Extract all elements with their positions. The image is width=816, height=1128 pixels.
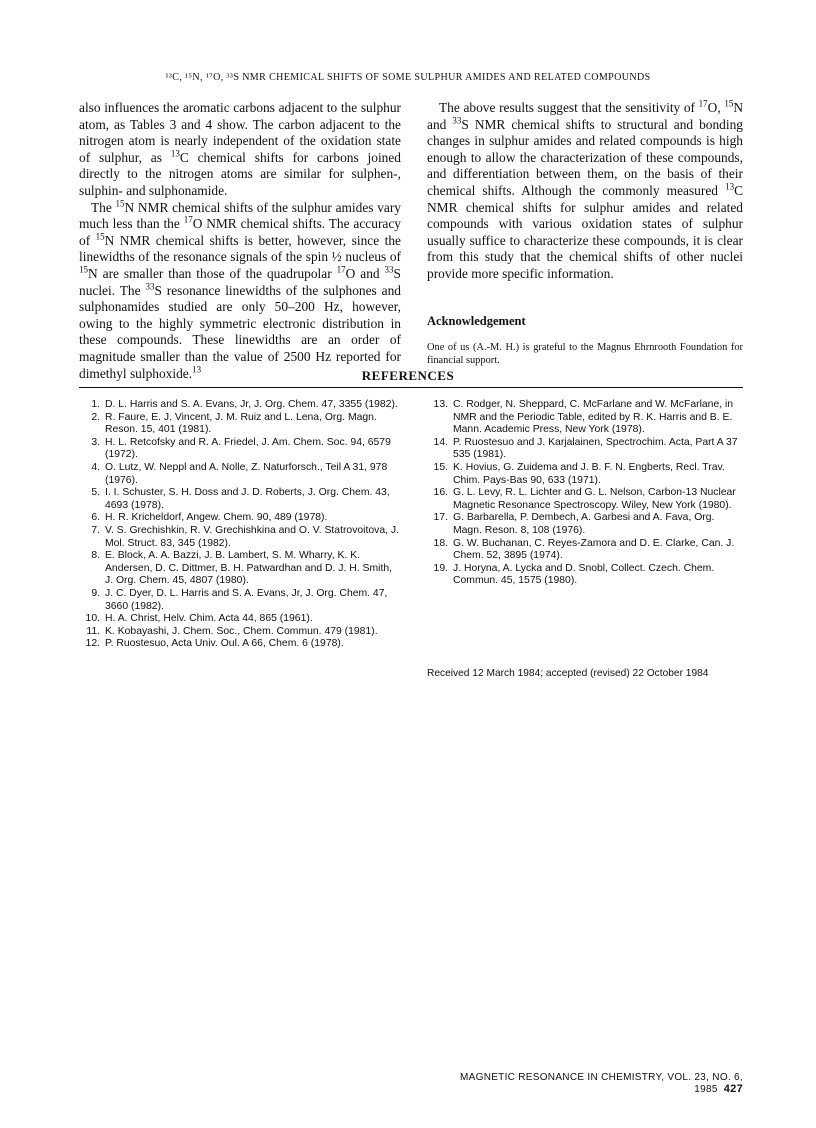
reference-item [79, 399, 401, 412]
isotope-superscript: 33 [145, 281, 155, 292]
page-footer [427, 1072, 743, 1095]
reference-text: K. Kobayashi, J. Chem. Soc., Chem. Commun. 479 (1981). [105, 625, 378, 637]
running-head: ¹³C, ¹⁵N, ¹⁷O, ³³S NMR CHEMICAL SHIFTS OF SOME SULPHUR AMIDES AND RELATED COMPOUNDS [165, 72, 651, 83]
reference-number: 13. [433, 399, 448, 410]
reference-text: G. Barbarella, P. Dembech, A. Garbesi and A. Fava, Org. Magn. Reson. 8, 108 (1976). [453, 512, 715, 536]
received-date: Received 12 March 1984; accepted (revised) 22 October 1984 [427, 668, 709, 679]
journal-citation: MAGNETIC RESONANCE IN CHEMISTRY, VOL. 23, NO. 6, 1985 [460, 1072, 743, 1095]
text-run: S NMR chemical shifts to structural and bonding changes in sulphur amides and related compounds is high enough to allow the characterization of these compounds, and differentiation between them, on the basis of their chemical shifts. Although the commonly measured [427, 116, 743, 198]
text-run: O, [707, 100, 725, 115]
reference-number: 17. [433, 512, 448, 524]
reference-text: J. C. Dyer, D. L. Harris and S. A. Evans, Jr, J. Org. Chem. 47, 3660 (1982). [105, 587, 388, 612]
reference-item [79, 487, 401, 512]
reference-text: P. Ruostesuo, Acta Univ. Oul. A 66, Chem. 6 (1978). [105, 638, 344, 650]
reference-number: 4. [91, 461, 100, 473]
reference-text: I. I. Schuster, S. H. Doss and J. D. Roberts, J. Org. Chem. 43, 4693 (1978). [105, 487, 390, 511]
isotope-superscript: 15 [115, 198, 125, 209]
reference-item [427, 538, 743, 563]
text-run: N NMR chemical shifts is better, however, since the linewidths of the resonance signals of the spin ½ nucleus of [79, 232, 401, 265]
reference-item [427, 437, 743, 462]
body-left-column [79, 100, 401, 382]
reference-text: O. Lutz, W. Neppl and A. Nolle, Z. Naturforsch., Teil A 31, 978 (1976). [105, 461, 388, 486]
reference-text: H. L. Retcofsky and R. A. Friedel, J. Am. Chem. Soc. 94, 6579 (1972). [105, 436, 391, 461]
citation-superscript: 13 [192, 364, 202, 375]
reference-number: 9. [91, 587, 100, 599]
reference-number: 11. [86, 625, 100, 637]
isotope-superscript: 17 [336, 264, 346, 275]
text-run: The [91, 199, 116, 215]
body-paragraph [427, 100, 743, 283]
reference-item [427, 512, 743, 537]
reference-item [427, 462, 743, 487]
reference-item [79, 613, 401, 626]
reference-number: 1. [91, 399, 100, 410]
reference-text: P. Ruostesuo and J. Karjalainen, Spectrochim. Acta, Part A 37 535 (1981). [453, 436, 738, 461]
references-heading: REFERENCES [361, 368, 455, 383]
reference-number: 18. [433, 537, 448, 549]
reference-text: V. S. Grechishkin, R. V. Grechishkina and O. V. Statrovoitova, J. Mol. Struct. 83, 345 (1982). [105, 524, 399, 549]
text-run: The above results suggest that the sensitivity of [439, 100, 699, 115]
reference-number: 6. [91, 512, 100, 524]
references-rule [79, 387, 743, 388]
text-run: also influences the aromatic carbons adjacent to the sulphur atom, as Tables 3 and 4 show. The carbon adjacent to the nitrogen atom is nearly independent of the oxidation state of sulphur, as [79, 100, 401, 165]
isotope-superscript: 17 [183, 214, 193, 225]
reference-item [79, 626, 401, 639]
reference-text: D. L. Harris and S. A. Evans, Jr, J. Org. Chem. 47, 3355 (1982). [105, 399, 398, 410]
isotope-superscript: 33 [384, 264, 394, 275]
reference-text: E. Block, A. A. Bazzi, J. B. Lambert, S. M. Wharry, K. K. Andersen, D. C. Dittmer, B. H. Patwardhan and D. J. H. Smith, J. Org. Chem. 45, 4807 (1980). [105, 550, 393, 587]
body-paragraph [79, 200, 401, 383]
reference-item [79, 512, 401, 525]
text-run: O NMR chemical shifts. The accuracy of [79, 216, 401, 248]
reference-text: H. R. Kricheldorf, Angew. Chem. 90, 489 (1978). [105, 512, 328, 524]
body-paragraph [79, 100, 401, 200]
isotope-superscript: 15 [79, 264, 88, 275]
isotope-superscript: 15 [95, 231, 105, 242]
page-number: 427 [723, 1083, 743, 1095]
reference-number: 14. [433, 436, 448, 448]
reference-text: J. Horyna, A. Lycka and D. Snobl, Collect. Czech. Chem. Commun. 45, 1575 (1980). [453, 562, 715, 587]
reference-item [79, 550, 401, 588]
reference-text: G. W. Buchanan, C. Reyes-Zamora and D. E. Clarke, Can. J. Chem. 52, 3895 (1974). [453, 537, 735, 562]
references-left-column [79, 399, 401, 651]
reference-item [79, 412, 401, 437]
reference-number: 19. [433, 562, 448, 574]
body-right-column [427, 100, 743, 368]
text-run: O and [345, 265, 385, 281]
reference-number: 12. [85, 638, 100, 650]
reference-number: 5. [91, 487, 100, 499]
isotope-superscript: 33 [452, 115, 462, 126]
reference-item [79, 437, 401, 462]
text-run: C chemical shifts for carbons joined directly to the nitrogen atoms are similar for sulphen-, sulphin- and sulphonamide. [79, 149, 401, 198]
reference-item [79, 588, 401, 613]
text-run: N and [427, 100, 743, 132]
reference-number: 2. [91, 411, 100, 423]
isotope-superscript: 17 [698, 98, 708, 109]
text-run: N NMR chemical shifts of the sulphur amides vary much less than the [79, 199, 401, 232]
reference-text: C. Rodger, N. Sheppard, C. McFarlane and W. McFarlane, in NMR and the Periodic Table, edited by R. K. Harris and B. E. Mann. Academic Press, New York (1978). [453, 399, 734, 436]
acknowledgement-text: One of us (A.-M. H.) is grateful to the Magnus Ehrnrooth Foundation for financial support. [427, 342, 743, 367]
reference-item [79, 462, 401, 487]
reference-number: 8. [91, 550, 100, 562]
acknowledgement-heading: Acknowledgement [427, 313, 526, 328]
reference-number: 7. [91, 524, 100, 536]
isotope-superscript: 13 [725, 181, 735, 192]
reference-item [79, 525, 401, 550]
text-run: C NMR chemical shifts for sulphur amides and related compounds with various oxidation states of sulphur usually suffice to characterize these compounds, it is clear from this study that the chemical shifts of other nuclei provide more specific information. [427, 182, 743, 281]
reference-number: 15. [433, 461, 448, 473]
text-run: N are smaller than those of the quadrupolar [88, 265, 337, 281]
reference-number: 3. [91, 436, 100, 448]
reference-text: H. A. Christ, Helv. Chim. Acta 44, 865 (1961). [105, 613, 313, 625]
reference-number: 10. [85, 613, 100, 625]
isotope-superscript: 13 [170, 148, 180, 159]
reference-text: K. Hovius, G. Zuidema and J. B. F. N. Engberts, Recl. Trav. Chim. Pays-Bas 90, 633 (1971). [453, 461, 725, 486]
reference-item [427, 487, 743, 512]
reference-text: R. Faure, E. J. Vincent, J. M. Ruiz and L. Lena, Org. Magn. Reson. 15, 401 (1981). [105, 411, 377, 436]
reference-number: 16. [433, 487, 448, 499]
text-run: S resonance linewidths of the sulphones and sulphonamides studied are only 50–200 Hz, however, owing to the highly symmetric electronic distribution in these compounds. These linewidths are an order of magnitude smaller than the value of 2500 Hz reported for dimethyl sulphoxide. [79, 282, 401, 381]
references-right-column [427, 399, 743, 588]
reference-item [427, 563, 743, 588]
reference-text: G. L. Levy, R. L. Lichter and G. L. Nelson, Carbon-13 Nuclear Magnetic Resonance Spectroscopy. Wiley, New York (1980). [453, 487, 736, 511]
text-run: S nuclei. The [79, 265, 401, 298]
isotope-superscript: 15 [724, 98, 734, 109]
reference-item [427, 399, 743, 437]
reference-item [79, 638, 401, 651]
